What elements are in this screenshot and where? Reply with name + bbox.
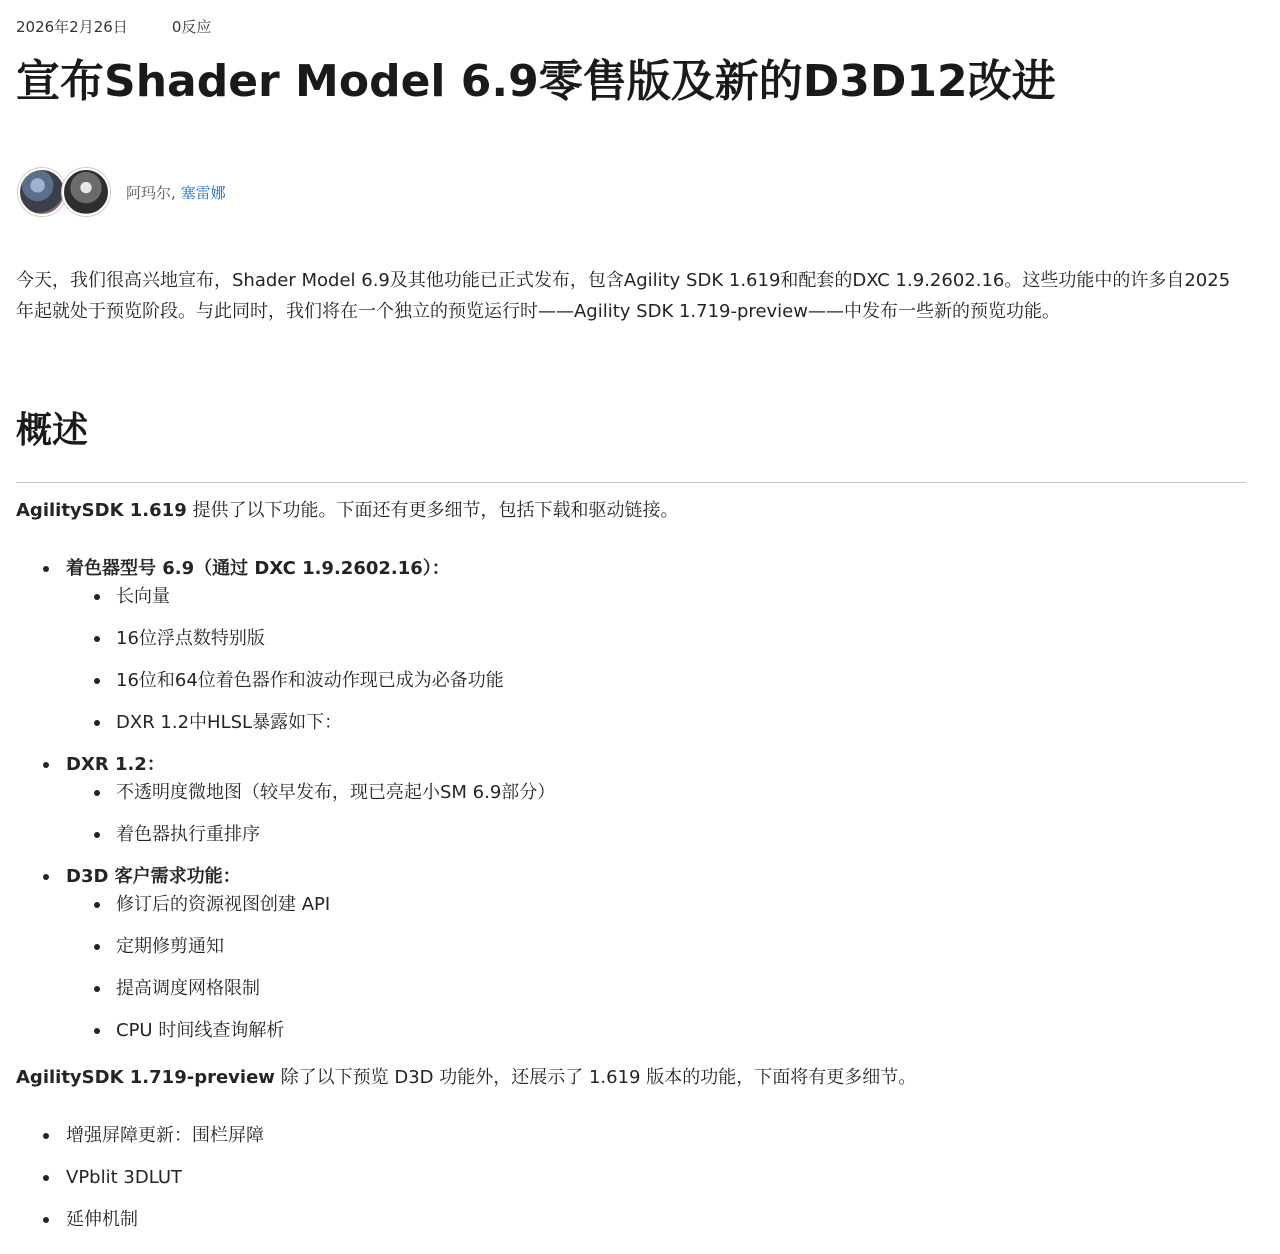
sdk619-name: AgilitySDK 1.619 — [16, 500, 187, 521]
sdk719-text: 除了以下预览 D3D 功能外，还展示了 1.619 版本的功能，下面将有更多细节。 — [274, 1067, 917, 1088]
article-title: 宣布Shader Model 6.9零售版及新的D3D12改进 — [16, 56, 1056, 107]
feature-sublist — [66, 779, 555, 849]
feature-sublist — [66, 891, 555, 1045]
list-item: 着色器执行重排序 — [92, 821, 555, 849]
feature-group-label: DXR 1.2： — [66, 754, 165, 775]
feature-group — [40, 555, 555, 737]
intro-paragraph: 今天，我们很高兴地宣布，Shader Model 6.9及其他功能已正式发布，包含Agility SDK 1.619和配套的DXC 1.9.2602.16。这些功能中的许多自2025年起就处于预览阶段。与此同时，我们将在一个独立的预览运行时——Agility SDK 1.719-preview——中发布一些新的预览功能。 — [16, 270, 1231, 322]
publish-date: 2026年2月26日 — [16, 18, 128, 36]
author-link-2[interactable]: 塞雷娜 — [180, 183, 226, 202]
article-meta — [16, 16, 211, 37]
sdk719-name: AgilitySDK 1.719-preview — [16, 1067, 275, 1088]
feature-group — [40, 863, 555, 1045]
list-item: 提高调度网格限制 — [92, 975, 555, 1003]
author-bar — [18, 168, 226, 216]
sdk619-text: 提供了以下功能。下面还有更多细节，包括下载和驱动链接。 — [186, 500, 679, 521]
list-item: CPU 时间线查询解析 — [92, 1017, 555, 1045]
sdk619-paragraph — [16, 497, 678, 525]
list-item: VPblit 3DLUT — [40, 1164, 264, 1192]
list-item: DXR 1.2中HLSL暴露如下： — [92, 709, 555, 737]
section-heading-overview: 概述 — [16, 410, 89, 451]
feature-sublist — [66, 583, 555, 737]
list-item: 不透明度微地图（较早发布，现已亮起小SM 6.9部分） — [92, 779, 555, 807]
sdk719-paragraph — [16, 1064, 916, 1092]
author-avatar-1[interactable] — [18, 168, 66, 216]
feature-group-label: 着色器型号 6.9（通过 DXC 1.9.2602.16）： — [66, 558, 450, 579]
author-avatar-2[interactable] — [62, 168, 110, 216]
preview-feature-list — [40, 1122, 264, 1248]
list-item: 16位浮点数特别版 — [92, 625, 555, 653]
section-divider — [16, 482, 1246, 483]
list-item: 延伸机制 — [40, 1206, 264, 1234]
author-link-1[interactable]: 阿玛尔, — [126, 183, 176, 202]
feature-group-label: D3D 客户需求功能： — [66, 866, 241, 887]
list-item: 长向量 — [92, 583, 555, 611]
reaction-count[interactable]: 0反应 — [171, 18, 212, 36]
list-item: 定期修剪通知 — [92, 933, 555, 961]
list-item: 16位和64位着色器作和波动作现已成为必备功能 — [92, 667, 555, 695]
author-names — [126, 182, 226, 203]
feature-group — [40, 751, 555, 849]
list-item: 增强屏障更新：围栏屏障 — [40, 1122, 264, 1150]
list-item: 修订后的资源视图创建 API — [92, 891, 555, 919]
feature-list — [40, 555, 555, 1045]
